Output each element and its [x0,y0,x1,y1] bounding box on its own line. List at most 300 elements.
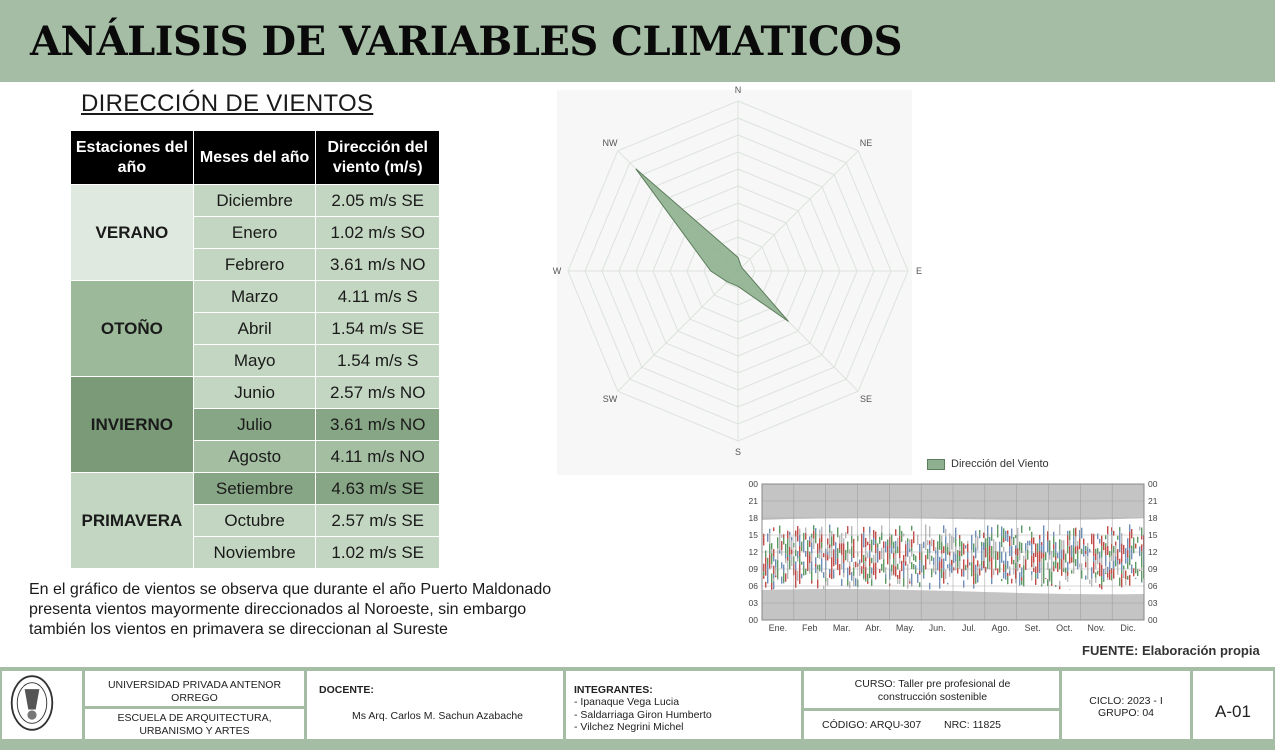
heatmap-cell [791,554,792,566]
heatmap-cell [893,559,894,565]
heatmap-cell [829,544,830,548]
heatmap-cell [919,571,920,575]
heatmap-cell [865,538,866,544]
heatmap-cell [1035,573,1036,578]
heatmap-cell [943,571,944,583]
heatmap-cell [971,562,972,567]
heatmap-cell [949,545,950,552]
heatmap-cell [1055,550,1056,553]
heatmap-cell [783,534,784,537]
heatmap-cell [797,558,798,561]
heatmap-cell [1099,584,1100,587]
heatmap-cell [873,530,874,537]
heatmap-cell [869,566,870,570]
heatmap-cell [961,569,962,576]
heatmap-cell [945,544,946,551]
heatmap-cell [817,565,818,570]
heatmap-cell [869,558,870,567]
heatmap-cell [795,531,796,537]
heatmap-cell [1119,578,1120,587]
heatmap-cell [843,563,844,573]
heatmap-cell [823,553,824,557]
heatmap-cell [1131,529,1132,538]
heatmap-cell [1041,581,1042,585]
heatmap-cell [1035,543,1036,547]
heatmap-cell [989,537,990,546]
heatmap-cell [949,575,950,577]
heatmap-x-label: Ene. [768,623,788,633]
heatmap-cell [909,579,910,582]
heatmap-cell [939,557,940,562]
heatmap-cell [783,537,784,544]
heatmap-cell [1017,528,1018,539]
heatmap-cell [763,576,764,579]
heatmap-cell [1127,558,1128,563]
heatmap-cell [955,547,956,554]
heatmap-cell [891,549,892,554]
docente-cell [307,671,563,739]
header-direction: Dirección del viento (m/s) [316,131,440,185]
heatmap-cell [1051,572,1052,576]
heatmap-cell [773,581,774,589]
heatmap-cell [1073,563,1074,574]
heatmap-cell [1061,572,1062,575]
month-cell: Marzo [193,281,316,313]
heatmap-cell [915,556,916,562]
university-logo-icon [8,672,56,734]
heatmap-cell [929,553,930,565]
heatmap-cell [1059,581,1060,587]
heatmap-cell [795,570,796,581]
heatmap-cell [771,574,772,583]
heatmap-x-label: Ago. [991,623,1011,633]
heatmap-cell [789,559,790,564]
heatmap-cell [863,555,864,564]
heatmap-cell [763,534,764,538]
heatmap-cell [899,558,900,564]
heatmap-cell [1139,546,1140,556]
heatmap-cell [1001,552,1002,563]
heatmap-cell [855,578,856,586]
heatmap-cell [1141,527,1142,536]
heatmap-cell [827,578,828,585]
heatmap-cell [1123,565,1124,569]
heatmap-cell [877,543,878,547]
heatmap-cell [977,567,978,575]
heatmap-cell [1103,569,1104,580]
heatmap-cell [941,550,942,553]
heatmap-cell [797,571,798,581]
heatmap-cell [829,525,830,529]
codigo-text: CÓDIGO: ARQU-307 [822,719,922,731]
heatmap-cell [907,547,908,557]
heatmap-cell [1093,556,1094,562]
heatmap-cell [923,575,924,579]
heatmap-cell [853,548,854,558]
heatmap-cell [967,552,968,559]
heatmap-cell [1097,554,1098,564]
integrante-item: - Saldarriaga Giron Humberto [574,709,712,721]
heatmap-cell [959,551,960,556]
heatmap-cell [977,536,978,545]
heatmap-cell [787,561,788,572]
heatmap-cell [817,580,818,589]
heatmap-cell [875,566,876,574]
heatmap-cell [1087,563,1088,573]
heatmap-cell [1135,562,1136,573]
heatmap-cell [873,555,874,563]
heatmap-cell [769,544,770,555]
heatmap-cell [1073,541,1074,547]
heatmap-cell [885,567,886,574]
heatmap-cell [977,574,978,582]
heatmap-cell [803,541,804,553]
heatmap-cell [911,539,912,543]
heatmap-cell [881,525,882,532]
heatmap-cell [971,567,972,574]
heatmap-cell [1001,526,1002,536]
heatmap-cell [837,558,838,570]
heatmap-cell [775,559,776,567]
heatmap-cell [1017,539,1018,549]
heatmap-cell [1069,589,1070,590]
heatmap-cell [1105,543,1106,547]
heatmap-cell [897,575,898,579]
heatmap-cell [933,558,934,565]
heatmap-cell [891,535,892,546]
heatmap-cell [1085,551,1086,554]
heatmap-cell [1003,561,1004,564]
heatmap-cell [1119,543,1120,548]
heatmap-cell [1103,542,1104,550]
heatmap-cell [929,587,930,589]
heatmap-cell [871,540,872,552]
heatmap-cell [843,538,844,543]
heatmap-cell [1131,546,1132,549]
radar-series-area [636,169,789,322]
heatmap-cell [915,569,916,575]
heatmap-cell [861,534,862,539]
heatmap-cell [951,541,952,549]
heatmap-cell [885,542,886,553]
heatmap-cell [1023,556,1024,566]
heatmap-cell [1101,576,1102,585]
heatmap-cell [971,551,972,563]
heatmap-cell [1087,573,1088,579]
heatmap-cell [1091,578,1092,586]
heatmap-cell [1043,572,1044,584]
heatmap-cell [1055,542,1056,550]
heatmap-cell [1031,575,1032,581]
heatmap-cell [893,565,894,575]
heatmap-cell [795,542,796,550]
heatmap-cell [813,525,814,531]
heatmap-cell [949,567,950,571]
page-title: ANÁLISIS DE VARIABLES CLIMATICOS [30,18,903,65]
heatmap-cell [1047,531,1048,540]
heatmap-cell [797,526,798,536]
heatmap-cell [881,533,882,540]
heatmap-cell [909,539,910,548]
heatmap-cell [861,566,862,573]
heatmap-cell [955,528,956,539]
heatmap-cell [1129,582,1130,585]
heatmap-cell [1121,574,1122,579]
wind-table [70,130,440,569]
heatmap-cell [911,543,912,547]
wind-value-cell: 1.54 m/s SE [316,313,440,345]
heatmap-cell [869,571,870,579]
heatmap-cell [809,555,810,563]
heatmap-cell [965,565,966,570]
heatmap-cell [875,563,876,566]
heatmap-x-label: Nov. [1087,623,1106,633]
heatmap-cell [957,558,958,567]
heatmap-cell [1109,570,1110,580]
heatmap-cell [773,556,774,561]
heatmap-cell [765,550,766,557]
heatmap-cell [827,552,828,555]
table-row [71,377,440,409]
heatmap-cell [1121,544,1122,551]
heatmap-cell [773,566,774,575]
heatmap-cell [1113,553,1114,561]
month-cell: Diciembre [193,185,316,217]
heatmap-cell [1071,557,1072,563]
radar-axis-label: N [734,85,742,95]
heatmap-cell [1101,536,1102,546]
heatmap-cell [997,529,998,537]
heatmap-cell [821,548,822,552]
heatmap-cell [1045,552,1046,560]
heatmap-cell [1133,537,1134,542]
heatmap-cell [847,568,848,580]
heatmap-cell [989,554,990,561]
heatmap-cell [763,564,764,571]
heatmap-cell [1127,550,1128,558]
heatmap-cell [967,544,968,548]
heatmap-cell [893,575,894,576]
heatmap-cell [821,527,822,535]
heatmap-cell [1081,563,1082,570]
heatmap-cell [1115,560,1116,566]
heatmap-cell [1003,547,1004,552]
heatmap-cell [991,546,992,557]
heatmap-cell [837,527,838,537]
heatmap-cell [823,586,824,589]
heatmap-cell [831,557,832,567]
heatmap-cell [1021,581,1022,585]
heatmap-cell [1051,560,1052,571]
heatmap-cell [911,585,912,587]
heatmap-cell [865,557,866,561]
wind-value-cell: 3.61 m/s NO [316,249,440,281]
heatmap-cell [1005,570,1006,579]
heatmap-cell [867,574,868,581]
heatmap-cell [781,577,782,584]
heatmap-cell [819,538,820,549]
heatmap-cell [1107,546,1108,555]
heatmap-cell [1025,559,1026,570]
section-title: DIRECCIÓN DE VIENTOS [81,90,374,117]
heatmap-cell [939,572,940,582]
heatmap-cell [985,567,986,572]
heatmap-y-label-right: 09 [1148,564,1158,574]
heatmap-cell [1101,565,1102,576]
heatmap-cell [851,536,852,543]
heatmap-cell [887,546,888,553]
heatmap-cell [773,578,774,581]
heatmap-cell [1013,560,1014,564]
heatmap-cell [877,548,878,556]
heatmap-cell [909,556,910,563]
month-cell: Febrero [193,249,316,281]
heatmap-cell [979,568,980,575]
heatmap-cell [1035,567,1036,574]
heatmap-cell [1125,548,1126,558]
heatmap-y-label: 15 [748,530,758,540]
heatmap-cell [919,582,920,587]
heatmap-cell [845,532,846,538]
table-row [71,473,440,505]
heatmap-cell [1119,547,1120,552]
heatmap-y-label-right: 18 [1148,513,1158,523]
heatmap-cell [1121,533,1122,544]
heatmap-cell [801,574,802,579]
heatmap-y-label: 21 [748,496,758,506]
heatmap-cell [819,565,820,571]
heatmap-cell [835,553,836,565]
heatmap-cell [995,542,996,551]
heatmap-cell [799,564,800,573]
heatmap-cell [885,578,886,584]
heatmap-cell [929,583,930,587]
heatmap-cell [997,568,998,574]
heatmap-cell [1069,540,1070,546]
heatmap-cell [1087,547,1088,556]
heatmap-cell [1009,546,1010,556]
heatmap-cell [839,571,840,575]
heatmap-cell [821,567,822,572]
heatmap-cell [913,531,914,543]
heatmap-y-label-right: 03 [1148,598,1158,608]
heatmap-cell [879,551,880,560]
heatmap-cell [1137,569,1138,576]
heatmap-cell [911,548,912,551]
heatmap-cell [821,542,822,548]
heatmap-cell [891,565,892,572]
heatmap-cell [967,541,968,544]
heatmap-cell [1067,549,1068,553]
heatmap-cell [985,538,986,548]
heatmap-cell [929,526,930,537]
heatmap-cell [771,583,772,590]
heatmap-cell [931,572,932,576]
heatmap-cell [821,572,822,573]
heatmap-cell [1127,538,1128,550]
heatmap-cell [935,572,936,575]
heatmap-cell [845,550,846,560]
heatmap-cell [959,556,960,561]
radar-axis-label: E [915,266,923,276]
heatmap-cell [951,536,952,542]
heatmap-cell [837,548,838,558]
heatmap-cell [1117,560,1118,564]
heatmap-cell [973,559,974,564]
heatmap-cell [1021,577,1022,581]
heatmap-cell [1085,575,1086,579]
heatmap-cell [1129,555,1130,566]
heatmap-cell [1031,556,1032,568]
heatmap-cell [959,561,960,569]
heatmap-cell [783,583,784,584]
heatmap-cell [1007,531,1008,535]
paragraph-line: presenta vientos mayormente direccionados al Noroeste, sin embargo [29,601,527,618]
heatmap-cell [929,544,930,553]
heatmap-cell [1067,562,1068,572]
heatmap-cell [1073,536,1074,541]
heatmap-cell [1097,548,1098,554]
heatmap-cell [1069,556,1070,563]
heatmap-cell [1065,554,1066,563]
heatmap-cell [829,569,830,574]
heatmap-cell [947,564,948,568]
heatmap-cell [917,573,918,583]
heatmap-cell [1083,539,1084,545]
heatmap-x-label: Feb [801,623,818,633]
heatmap-cell [1009,536,1010,546]
heatmap-cell [1119,559,1120,565]
heatmap-cell [875,532,876,540]
heatmap-cell [785,553,786,558]
legend-label: Dirección del Viento [951,458,1049,470]
heatmap-cell [1107,578,1108,581]
heatmap-cell [1081,549,1082,554]
heatmap-cell [1091,567,1092,574]
heatmap-cell [931,556,932,561]
heatmap-cell [893,553,894,559]
heatmap-cell [975,538,976,548]
heatmap-cell [1049,569,1050,581]
heatmap-cell [1131,549,1132,559]
wind-value-cell: 4.11 m/s S [316,281,440,313]
heatmap-cell [833,570,834,579]
heatmap-cell [1063,540,1064,549]
heatmap-cell [891,545,892,548]
heatmap-cell [941,536,942,543]
heatmap-cell [991,533,992,541]
heatmap-cell [1031,571,1032,575]
heatmap-cell [851,557,852,562]
heatmap-cell [1059,565,1060,569]
heatmap-y-label-right: 12 [1148,547,1158,557]
heatmap-cell [981,561,982,566]
heatmap-cell [883,548,884,559]
heatmap-cell [1069,546,1070,556]
wind-value-cell: 2.05 m/s SE [316,185,440,217]
heatmap-cell [1061,540,1062,550]
heatmap-cell [895,566,896,576]
heatmap-cell [829,533,830,545]
heatmap-cell [789,532,790,535]
heatmap-cell [907,538,908,542]
heatmap-cell [763,538,764,546]
heatmap-x-label: Dic. [1120,623,1136,633]
heatmap-cell [851,543,852,546]
heatmap-cell [997,525,998,530]
wind-value-cell: 2.57 m/s NO [316,377,440,409]
heatmap-cell [993,569,994,575]
